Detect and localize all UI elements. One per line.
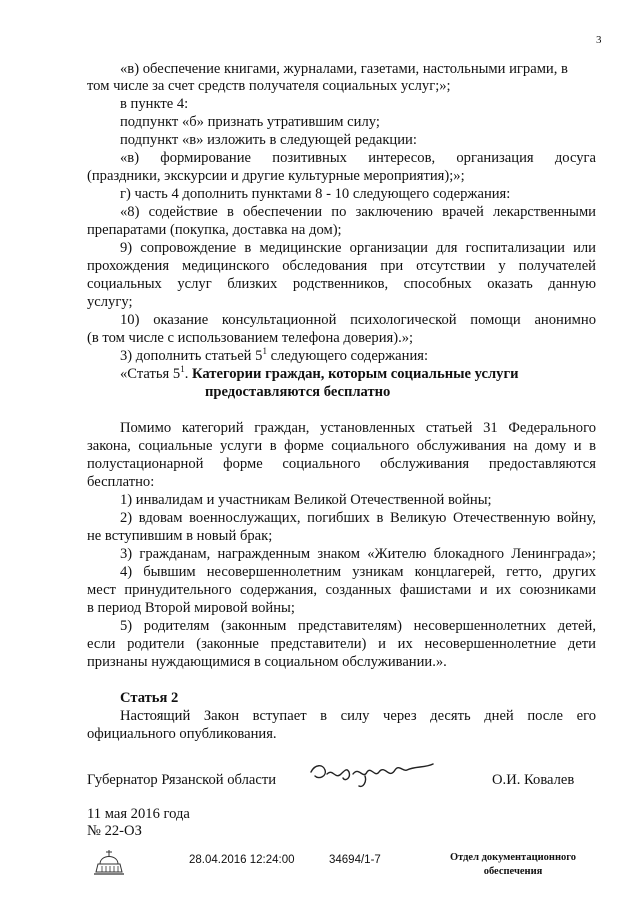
- footer-dept-line-1: Отдел документационного: [449, 852, 577, 863]
- article-heading-suffix: .: [184, 366, 192, 382]
- body-line: том числе за счет средств получателя социальных услуг;»;: [87, 78, 451, 94]
- article-heading-bold-1: Категории граждан, которым социальные услуги: [191, 366, 519, 382]
- law-number: № 22-ОЗ: [87, 823, 142, 839]
- governor-position: Губернатор Рязанской области: [87, 772, 277, 788]
- article-heading-prefix: «Статья 5: [120, 366, 181, 382]
- law-date: 11 мая 2016 года: [87, 806, 190, 822]
- body-line: 9) сопровождение в медицинские организации для госпитализации или: [120, 240, 596, 256]
- article-line: 3) гражданам, награжденным знаком «Жителю блокадного Ленинграда»;: [120, 546, 596, 562]
- article-line: 1) инвалидам и участникам Великой Отечественной войны;: [120, 492, 492, 508]
- body-line: в пункте 4:: [120, 96, 189, 112]
- body-line: г) часть 4 дополнить пунктами 8 - 10 следующего содержания:: [120, 186, 511, 202]
- article-heading-bold-2: предоставляются бесплатно: [205, 384, 391, 400]
- article-line: 2) вдовам военнослужащих, погибших в Великую Отечественную войну,: [120, 510, 596, 526]
- footer-timestamp: 28.04.2016 12:24:00: [189, 854, 295, 866]
- body-line: социальных услуг близких родственников, способных оказать данную: [87, 276, 596, 292]
- article-line: 5) родителям (законным представителям) несовершеннолетних детей,: [120, 618, 596, 634]
- article-2-line: Настоящий Закон вступает в силу через десять дней после его: [120, 708, 596, 724]
- body-line: (праздники, экскурсии и другие культурные мероприятия);»;: [87, 168, 465, 184]
- item-3-suffix: следующего содержания:: [266, 348, 429, 364]
- footer-doc-id: 34694/1-7: [329, 854, 381, 866]
- body-line: «в) формирование позитивных интересов, организация досуга: [120, 150, 596, 166]
- article-2-line: официального опубликования.: [87, 726, 277, 742]
- article-line: в период Второй мировой войны;: [87, 600, 295, 616]
- body-line: «8) содействие в обеспечении по заключению врачей лекарственными: [120, 204, 596, 220]
- body-line: (в том числе с использованием телефона доверия).»;: [87, 330, 414, 346]
- body-line: препаратами (покупка, доставка на дом);: [87, 222, 342, 238]
- article-line: полустационарной форме социального обслуживания предоставляются: [87, 456, 596, 472]
- article-line: если родители (законные представители) и их несовершеннолетние дети: [87, 636, 596, 652]
- page-number: 3: [596, 34, 602, 46]
- article-line: не вступившим в новый брак;: [87, 528, 273, 544]
- article-heading: [120, 366, 518, 383]
- body-line: подпункт «б» признать утратившим силу;: [120, 114, 380, 130]
- footer-department: [428, 851, 598, 879]
- item-3-prefix: 3) дополнить статьей 5: [120, 348, 263, 364]
- body-line: прохождения медицинского обследования при отсутствии у получателей: [87, 258, 596, 274]
- body-line: подпункт «в» изложить в следующей редакции:: [120, 132, 417, 148]
- article-line: 4) бывшим несовершеннолетним узникам концлагерей, гетто, других: [120, 564, 596, 580]
- body-line: «в) обеспечение книгами, журналами, газетами, настольными играми, в: [120, 61, 568, 77]
- article-line: закона, социальные услуги в форме социального обслуживания на дому и в: [87, 438, 596, 454]
- article-line: мест принудительного содержания, созданных фашистами и их союзниками: [87, 582, 596, 598]
- article-heading-sup: 1: [180, 364, 185, 375]
- item-3-sup: 1: [262, 346, 267, 357]
- coat-of-arms-icon: [92, 846, 126, 876]
- governor-name: О.И. Ковалев: [492, 772, 575, 788]
- article-2-title: Статья 2: [120, 690, 179, 706]
- body-line: 10) оказание консультационной психологической помощи анонимно: [120, 312, 596, 328]
- item-3-line: [120, 348, 428, 365]
- footer-dept-line-2: обеспечения: [483, 866, 543, 877]
- handwritten-signature: [305, 752, 455, 792]
- article-line: признаны нуждающимися в социальном обслуживании.».: [87, 654, 447, 670]
- article-line: Помимо категорий граждан, установленных статьей 31 Федерального: [120, 420, 596, 436]
- article-line: бесплатно:: [87, 474, 155, 490]
- body-line: услугу;: [87, 294, 133, 310]
